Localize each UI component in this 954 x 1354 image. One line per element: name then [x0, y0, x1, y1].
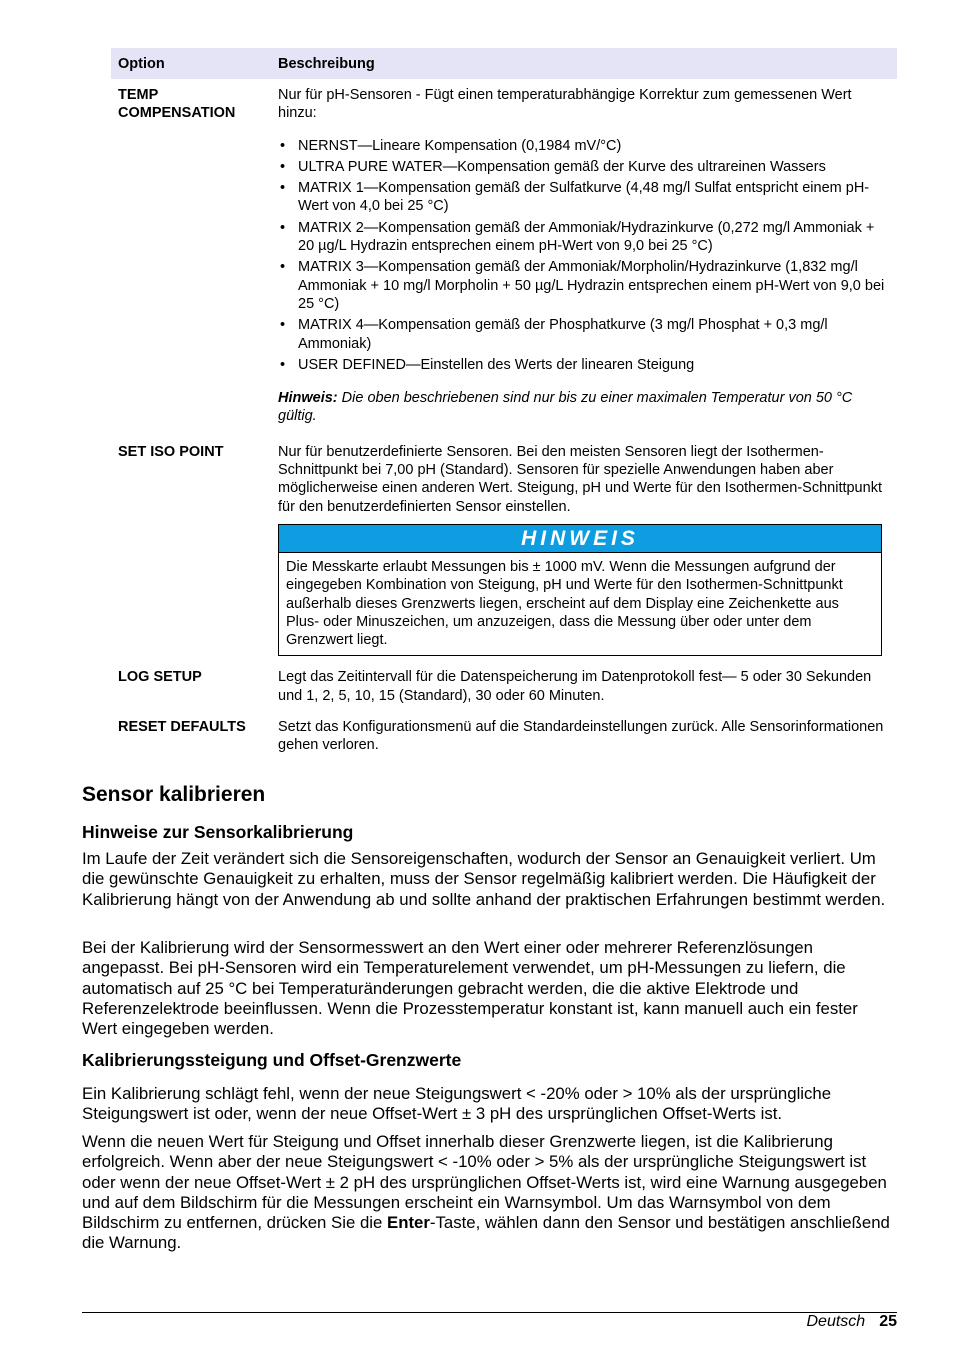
list-item: • MATRIX 2—Kompensation gemäß der Ammoniak/Hydrazinkurve (0,272 mg/l Ammoniak + 20 µg/L Hydrazin entsprechen einem pH-Wert von 9,0 bei 25 °C) [278, 219, 889, 256]
description-reset: Setzt das Konfigurationsmenü auf die Standardeinstellungen zurück. Alle Sensorinformationen gehen verloren. [278, 719, 884, 754]
options-table [111, 48, 897, 755]
list-item: • USER DEFINED—Einstellen des Werts der linearen Steigung [278, 356, 889, 374]
paragraph-block-4 [82, 1132, 897, 1254]
notice-text: Die Messkarte erlaubt Messungen bis ± 1000 mV. Wenn die Messungen aufgrund der eingegeben Kombination von Steigung, pH und Werte für den Isothermen-Schnittpunkt außerhalb dieses Grenzwerts liegen, erscheint auf dem Display eine Zeichenkette aus Plus- oder Minuszeichen, um anzuzeigen, dass die Messung über oder unter dem Grenzwert liegt. [286, 558, 843, 649]
notice-box [278, 524, 882, 656]
subsection-notes [82, 822, 897, 843]
paragraph-block-2 [82, 938, 897, 1039]
temp-note [278, 389, 889, 426]
table-row-log [111, 668, 897, 705]
notice-title: HINWEIS [279, 525, 881, 553]
subsection-title-1: Hinweise zur Sensorkalibrierung [82, 822, 354, 842]
paragraph-3: Ein Kalibrierung schlägt fehl, wenn der neue Steigungswert < -20% oder > 10% als der ursprüngliche Steigungswert ist oder, wenn der neue Offset-Wert ± 3 pH des ursprünglichen Offset-Werts ist. [82, 1084, 832, 1124]
subsection-limits [82, 1050, 897, 1071]
list-item: • MATRIX 3—Kompensation gemäß der Ammoniak/Morpholin/Hydrazinkurve (1,832 mg/l Ammoniak + 10 mg/l Morpholin + 50 µg/L Hydrazin entsprechen einem pH-Wert von 9,0 bei 25 °C) [278, 258, 889, 313]
list-item: • MATRIX 4—Kompensation gemäß der Phosphatkurve (3 mg/l Phosphat + 0,3 mg/l Ammoniak) [278, 316, 889, 353]
page-footer [807, 1313, 898, 1331]
note-text: Die oben beschriebenen sind nur bis zu einer maximalen Temperatur von 50 °C gültig. [278, 390, 853, 425]
subsection-title-2: Kalibrierungssteigung und Offset-Grenzwerte [82, 1050, 462, 1070]
temp-intro: Nur für pH-Sensoren - Fügt einen temperaturabhängige Korrektur zum gemessenen Wert hinzu: [278, 87, 852, 122]
list-item: • NERNST—Lineare Kompensation (0,1984 mV/°C) [278, 137, 889, 155]
option-temp: TEMP COMPENSATION [118, 87, 236, 122]
option-log: LOG SETUP [118, 669, 202, 686]
option-reset: RESET DEFAULTS [118, 719, 246, 736]
option-iso: SET ISO POINT [118, 443, 224, 460]
table-row-iso [111, 443, 897, 657]
table-header [111, 48, 897, 79]
footer-divider [82, 1312, 897, 1313]
section-title: Sensor kalibrieren [82, 783, 266, 806]
paragraph-block-1 [82, 849, 897, 910]
paragraph-block-3 [82, 1084, 897, 1125]
description-temp [278, 86, 897, 426]
header-description: Beschreibung [278, 55, 375, 72]
paragraph-1: Im Laufe der Zeit verändert sich die Sensoreigenschaften, wodurch der Sensor an Genauigkeit verliert. Um die gewünschte Genauigkeit zu erhalten, muss der Sensor regelmäßig kalibriert werden. Die Häufigkeit der Kalibrierung hängt von der Anwendung ab und sollte anhand der praktischen Erfahrungen bestimmt werden. [82, 849, 886, 909]
footer-language: Deutsch [806, 1313, 866, 1330]
section-calibration [82, 783, 897, 807]
temp-bullet-list [278, 137, 889, 375]
paragraph-4-part-2: -Taste, wählen dann den Sensor und bestätigen anschließend die Warnung. [82, 1213, 890, 1253]
paragraph-4 [82, 1132, 897, 1254]
list-item: • MATRIX 1—Kompensation gemäß der Sulfatkurve (4,48 mg/l Sulfat entspricht einem pH-Wert von 4,0 bei 25 °C) [278, 179, 889, 216]
description-iso [278, 443, 897, 657]
enter-key-label: Enter [387, 1213, 430, 1233]
table-row-reset [111, 718, 897, 755]
paragraph-2: Bei der Kalibrierung wird der Sensormesswert an den Wert einer oder mehrerer Referenzlösungen angepasst. Bei pH-Sensoren wird ein Temperaturelement verwendet, um pH-Messungen zu liefern, die automatisch auf 25 °C bei Temperaturänderungen gebracht werden, die die aktive Elektrode und Referenzelektrode beeinflussen. Wenn die Prozesstemperatur konstant ist, kann manuell auch ein fester Wert eingegeben werden. [82, 938, 858, 1039]
table-row-temp [111, 86, 897, 426]
list-item: • ULTRA PURE WATER—Kompensation gemäß der Kurve des ultrareinen Wassers [278, 158, 889, 176]
header-option: Option [118, 55, 165, 72]
page-number: 25 [879, 1313, 897, 1330]
paragraph-4-part-1: Wenn die neuen Wert für Steigung und Offset innerhalb dieser Grenzwerte liegen, ist die Kalibrierung erfolgreich. Wenn aber der neue Steigungswert < -10% oder > 5% als der ursprüngliche Steigungswert ist oder wenn der neue Offset-Wert ± 2 pH des ursprünglichen Offset-Werts ist, wird eine Warnung ausgegeben und auf dem Bildschirm für die Messungen erscheint ein Warnsymbol. Um das Warnsymbol von dem Bildschirm zu entfernen, drücken Sie die [82, 1132, 887, 1233]
iso-text: Nur für benutzerdefinierte Sensoren. Bei den meisten Sensoren liegt der Isothermen-Schnittpunkt bei 7,00 pH (Standard). Sensoren für spezielle Anwendungen haben aber möglicherweise einen anderen Wert. Steigung, pH und Werte für den Isothermen-Schnittpunkt für den benutzerdefinierten Sensor einstellen. [278, 443, 882, 515]
description-log: Legt das Zeitintervall für die Datenspeicherung im Datenprotokoll fest— 5 oder 30 Sekunden und 1, 2, 5, 10, 15 (Standard), 30 oder 60 Minuten. [278, 669, 872, 704]
note-label: Hinweis: [278, 390, 338, 407]
